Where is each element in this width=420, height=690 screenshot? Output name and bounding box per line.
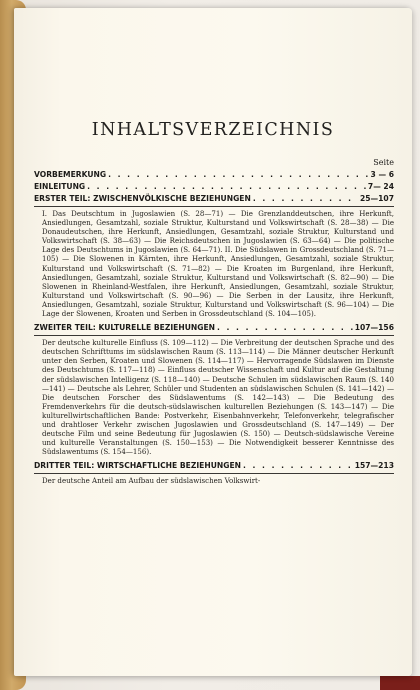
section-rule <box>34 206 394 207</box>
leader-dots <box>87 182 366 191</box>
toc-entry-summary: Der deutsche Anteil am Aufbau der südslawischen Volkswirt- <box>42 476 261 486</box>
leader-dots <box>108 170 368 179</box>
section-rule <box>34 473 394 474</box>
toc-entry-pages: 25—107 <box>359 194 394 203</box>
toc-entry-dritter-teil <box>34 461 394 470</box>
toc-entry-erster-teil <box>34 194 394 203</box>
toc-entry-title: ZWEITER TEIL: KULTURELLE BEZIEHUNGEN <box>34 323 215 333</box>
toc-entry-einleitung <box>34 182 394 191</box>
toc-entry-title: DRITTER TEIL: WIRTSCHAFTLICHE BEZIEHUNGEN <box>34 461 241 471</box>
toc-entry-summary: I. Das Deutschtum in Jugoslawien (S. 28—71) — Die Grenzlanddeutschen, ihre Herkunft, Ansiedlungen, Gesamtzahl, soziale Struktur, Kulturstand und Volkswirtschaft (S. 28—38) — Die Donaudeutschen, ihre Herkunft, Ansiedlungen, Gesamtzahl, soziale Struktur, Kulturstand und Volkswirtschaft (S. 38—63) — Die Reichsdeutschen in Jugoslawien (S. 63—64) — Die politische Lage des Deutschtums in Jugoslawien (S. 64—71). II. Die Südslawen in Grossdeutschland (S. 71—105) — Die Slowenen in Kärnten, ihre Herkunft, Ansiedlungen, Gesamtzahl, soziale Struktur, Kulturstand und Volkswirtschaft (S. 71—82) — Die Kroaten im Burgenland, ihre Herkunft, Ansiedlungen, Gesamtzahl, soziale Struktur, Kulturstand und Volkswirtschaft (S. 82—90) — Die Slowenen in Rheinland-Westfalen, ihre Herkunft, Ansiedlungen, Gesamtzahl, soziale Struktur, Kulturstand und Volkswirtschaft (S. 90—96) — Die Serben in der Lausitz, ihre Herkunft, Ansiedlungen, Gesamtzahl, soziale Struktur, Kulturstand und Volkswirtschaft (S. 96—104) — Die Lage der Slowenen, Kroaten und Serben in Grossdeutschland (S. 104—105). <box>42 209 394 319</box>
leader-dots <box>217 323 353 332</box>
toc-entry-pages: 7— 24 <box>367 182 394 191</box>
red-cloth-corner <box>380 676 420 690</box>
toc-entry-title: VORBEMERKUNG <box>34 170 107 179</box>
page-title: INHALTSVERZEICHNIS <box>91 120 335 140</box>
leader-dots <box>243 461 353 470</box>
toc-entry-title: ERSTER TEIL: ZWISCHENVÖLKISCHE BEZIEHUNGEN <box>34 194 251 203</box>
leader-dots <box>253 194 358 203</box>
toc-entry-zweiter-teil <box>34 323 394 332</box>
toc-entry-pages: 107—156 <box>354 323 394 333</box>
page-column-label: Seite <box>373 158 394 167</box>
table-of-contents <box>34 158 394 485</box>
toc-entry-vorbemerkung <box>34 170 394 179</box>
toc-entry-summary: Der deutsche kulturelle Einfluss (S. 109—112) — Die Verbreitung der deutschen Sprache und des deutschen Schrifttums im südslawischen Raum (S. 113—114) — Die Männer deutscher Herkunft unter den Serben, Kroaten und Slowenen (S. 114—117) — Hervorragende Südslawen im Dienste des Deutschtums (S. 117—118) — Einfluss deutscher Wissenschaft und Kultur auf die Gestaltung der südslawischen Intelligenz (S. 118—140) — Deutsche Schulen im südslawischen Raum (S. 140—141) — Deutsche als Lehrer, Schüler und Studenten an südslawischen Schulen (S. 141—142) — Die deutschen Forscher des Südslawentums (S. 142—143) — Die Bedeutung des Fremdenverkehrs für die deutsch-südslawischen kulturellen Beziehungen (S. 143—147) — Die kulturellwirtschaftlichen Bande: Postverkehr, Eisenbahnverkehr, Telefonverkehr, telegrafischer und drahtloser Verkehr zwischen Jugoslawien und Grossdeutschland (S. 147—149) — Der deutsche Film und seine Bedeutung für Jugoslawien (S. 150) — Deutsch-südslawische Vereine und kulturelle Veranstaltungen (S. 150—153) — Die Notwendigkeit besserer Kenntnisse des Südslawentums (S. 154—156). <box>42 338 394 457</box>
toc-entry-pages: 3 — 6 <box>370 170 394 179</box>
section-rule <box>34 335 394 336</box>
toc-entry-title: EINLEITUNG <box>34 182 86 191</box>
book-page <box>14 8 412 676</box>
toc-entry-pages: 157—213 <box>354 461 394 471</box>
